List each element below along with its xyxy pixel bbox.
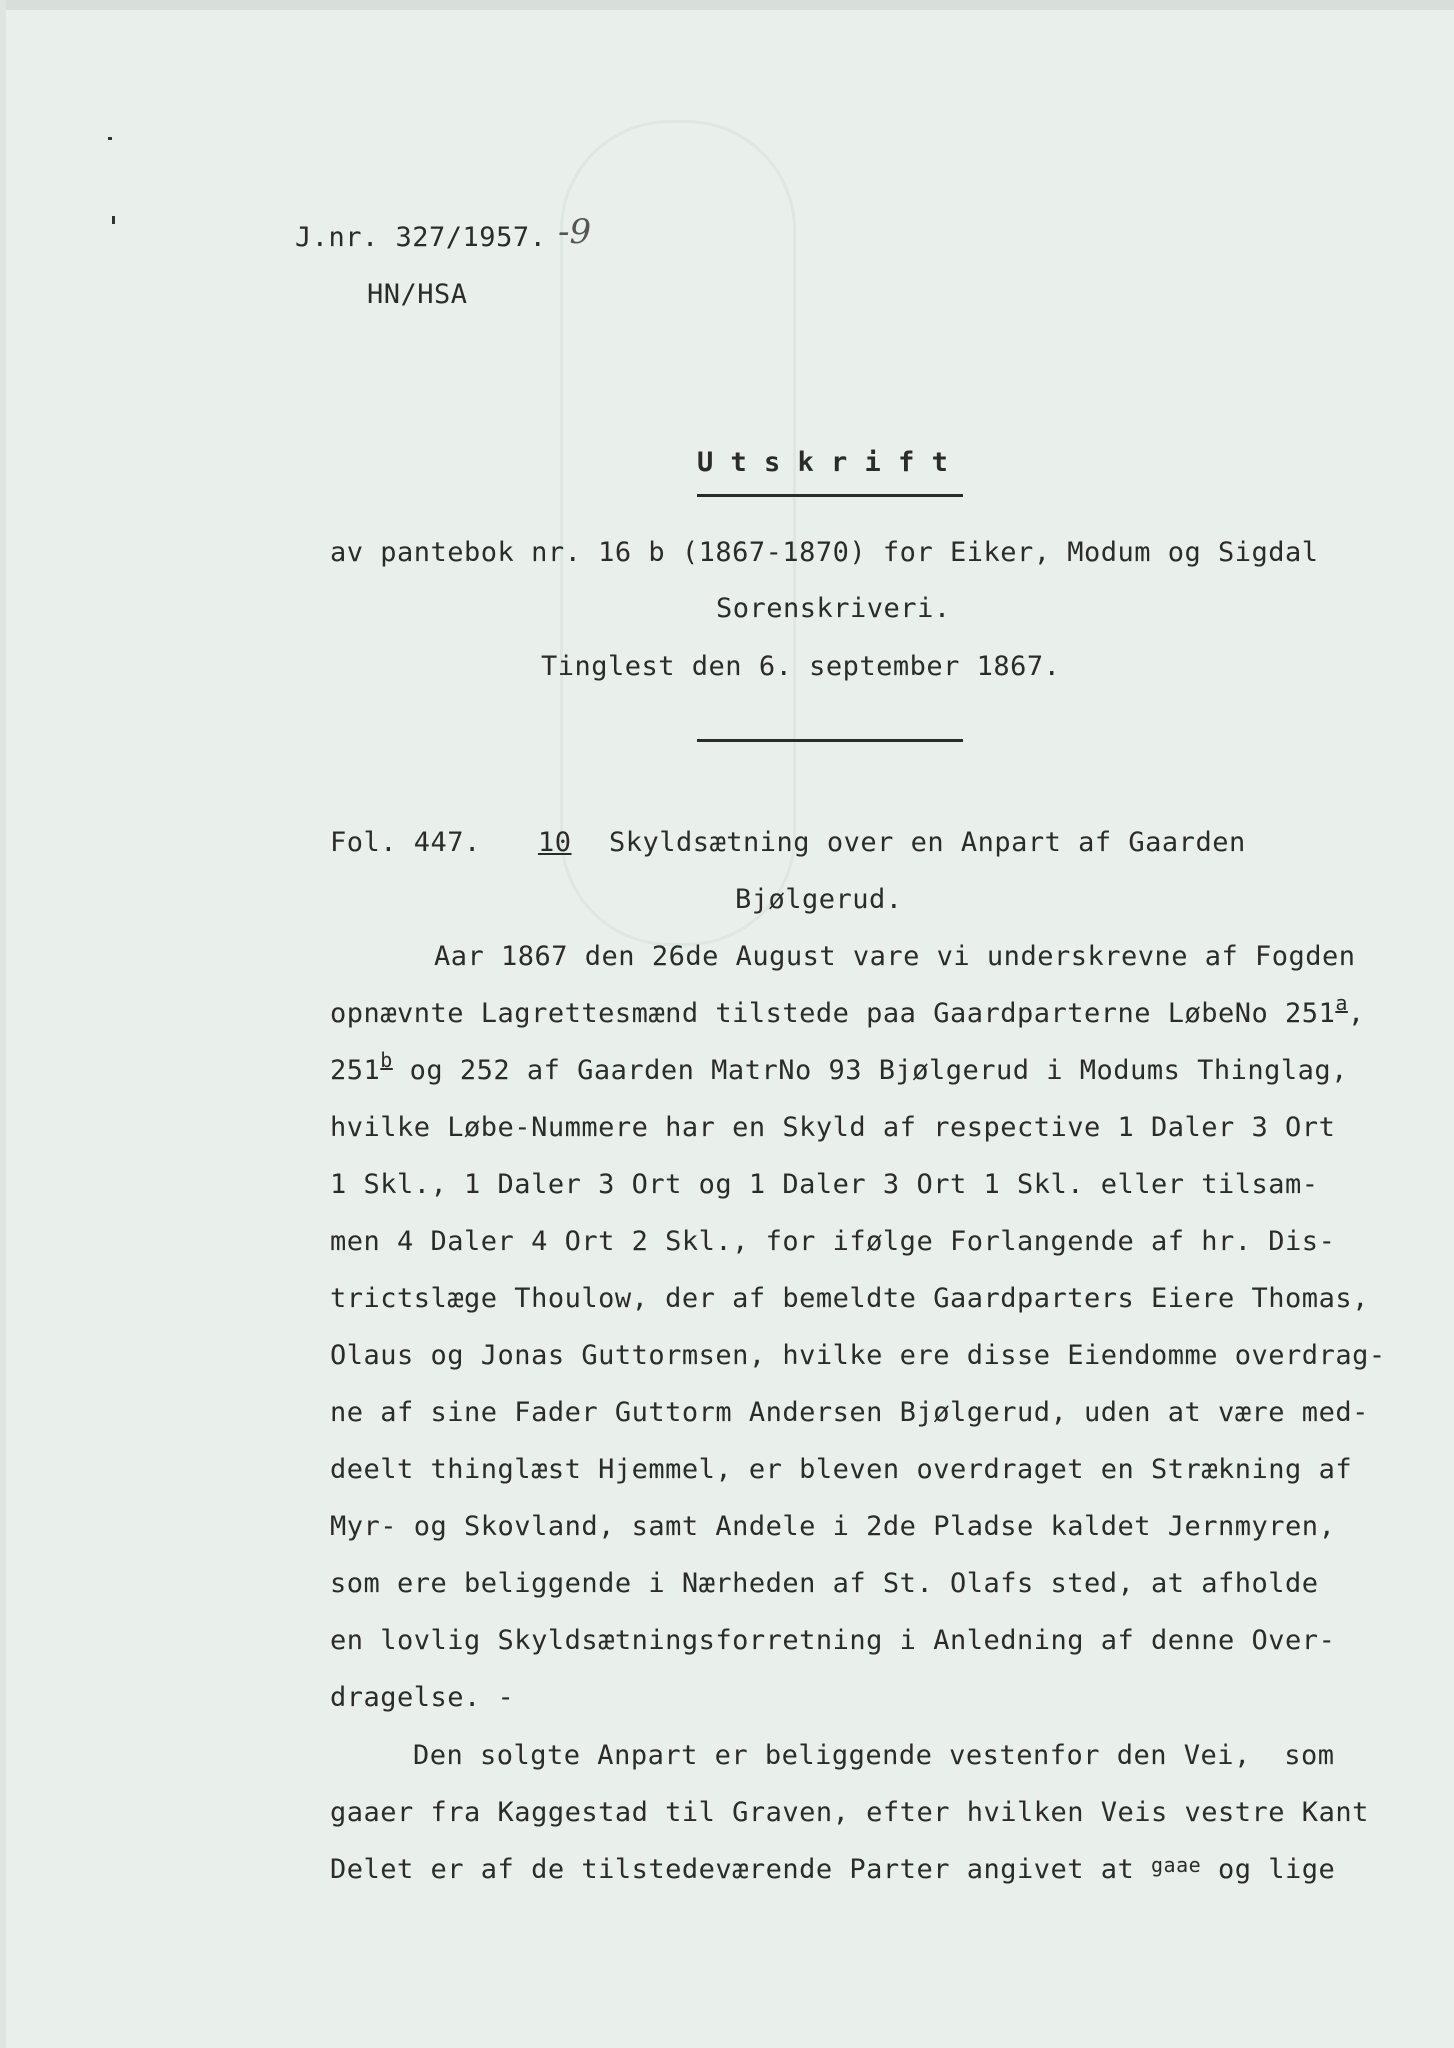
body-line: som ere beliggende i Nærheden af St. Olafs sted, at afholde: [330, 1568, 1319, 1599]
title-line-1: av pantebok nr. 16 b (1867-1870) for Eiker, Modum og Sigdal: [330, 537, 1319, 568]
section-divider: [697, 739, 963, 742]
body-line: ne af sine Fader Guttorm Andersen Bjølgerud, uden at være med-: [330, 1397, 1369, 1428]
document-heading: U t s k r i f t: [697, 447, 949, 478]
page-left-edge: [0, 0, 6, 2048]
body-line: trictslæge Thoulow, der af bemeldte Gaardparters Eiere Thomas,: [330, 1283, 1369, 1314]
body-line: dragelse. -: [330, 1682, 515, 1713]
entry-subject-line-2: Bjølgerud.: [735, 884, 903, 915]
body-line: 1 Skl., 1 Daler 3 Ort og 1 Daler 3 Ort 1 Skl. eller tilsam-: [330, 1169, 1319, 1200]
margin-mark: [108, 137, 112, 140]
body-line: Aar 1867 den 26de August vare vi underskrevne af Fogden: [434, 941, 1356, 972]
body-line: opnævnte Lagrettesmænd tilstede paa Gaardparterne LøbeNo 251$^a$,: [330, 991, 1365, 1029]
page-top-edge: [0, 0, 1454, 10]
body-line: en lovlig Skyldsætningsforretning i Anledning af denne Over-: [330, 1625, 1336, 1656]
title-line-2: Sorenskriveri.: [716, 593, 951, 624]
heading-underline: [697, 494, 963, 497]
entry-subject-line-1: Skyldsætning over en Anpart af Gaarden: [609, 827, 1246, 858]
body-line: hvilke Løbe-Nummere har en Skyld af respective 1 Daler 3 Ort: [330, 1112, 1336, 1143]
body-line: Delet er af de tilstedeværende Parter angivet at $^{gaae}$ og lige: [330, 1853, 1336, 1885]
body-line: Den solgte Anpart er beliggende vestenfor den Vei, som: [413, 1740, 1335, 1771]
body-line: Olaus og Jonas Guttormsen, hvilke ere disse Eiendomme overdrag-: [330, 1340, 1386, 1371]
faint-stamp-watermark: [560, 120, 796, 946]
folio-reference: Fol. 447.: [330, 827, 481, 858]
body-line: 251$^b$ og 252 af Gaarden MatrNo 93 Bjølgerud i Modums Thinglag,: [330, 1048, 1348, 1086]
entry-number: 10: [538, 827, 572, 858]
body-line: men 4 Daler 4 Ort 2 Skl., for ifølge Forlangende af hr. Dis-: [330, 1226, 1336, 1257]
margin-mark: [112, 216, 115, 224]
body-line: Myr- og Skovland, samt Andele i 2de Pladse kaldet Jernmyren,: [330, 1511, 1336, 1542]
title-line-3: Tinglest den 6. september 1867.: [541, 651, 1061, 682]
journal-number: J.nr. 327/1957.: [295, 222, 547, 253]
handwritten-suffix: -9: [558, 212, 592, 252]
body-line: deelt thinglæst Hjemmel, er bleven overdraget en Strækning af: [330, 1454, 1353, 1485]
body-line: gaaer fra Kaggestad til Graven, efter hvilken Veis vestre Kant: [330, 1797, 1369, 1828]
initials: HN/HSA: [367, 279, 468, 310]
